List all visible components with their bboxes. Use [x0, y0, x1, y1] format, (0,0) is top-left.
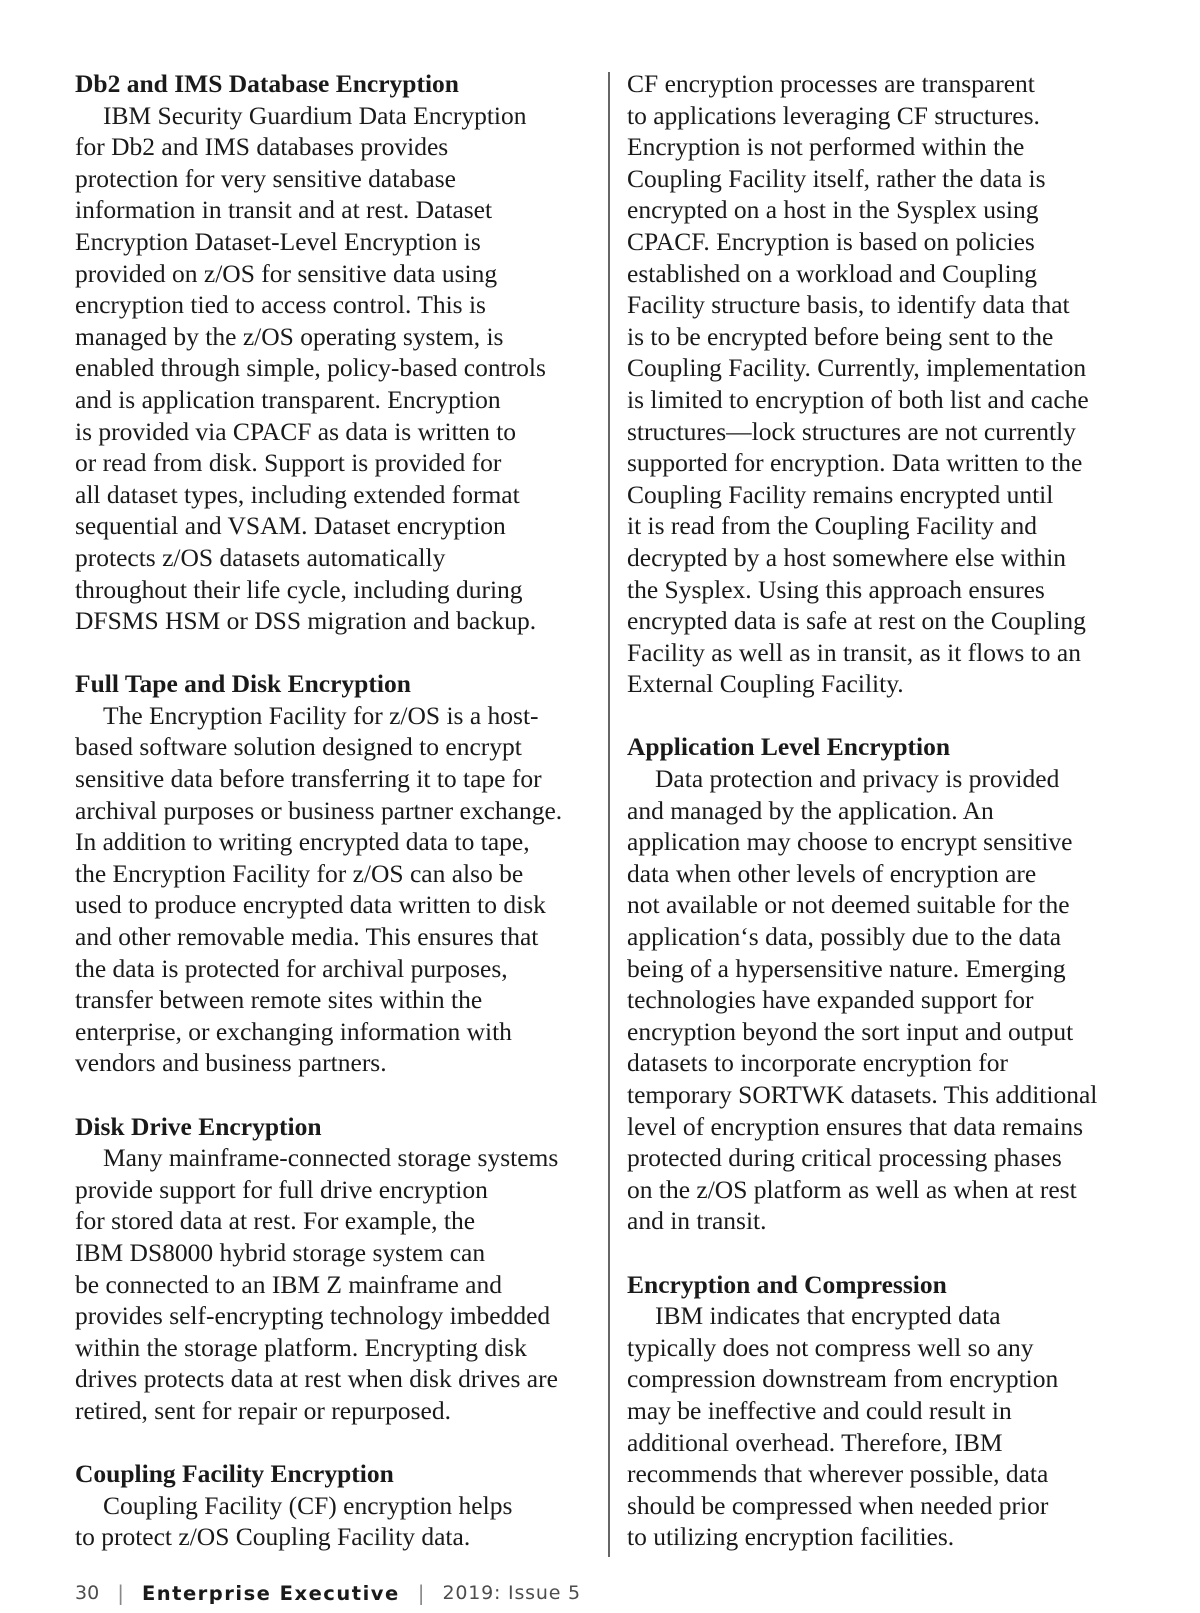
body-line: transfer between remote sites within the — [75, 985, 483, 1015]
body-line: within the storage platform. Encrypting disk — [75, 1332, 527, 1362]
body-line: decrypted by a host somewhere else within — [627, 542, 1067, 572]
body-line: CF encryption processes are transparent — [627, 69, 1035, 98]
body-line: supported for encryption. Data written to the — [627, 448, 1083, 478]
body-line: to applications leveraging CF structures. — [627, 100, 1040, 130]
body-line: enterprise, or exchanging information with — [75, 1016, 512, 1046]
body-line: vendors and business partners. — [75, 1048, 387, 1078]
body-line: The Encryption Facility for z/OS is a host- — [103, 700, 539, 730]
body-line: In addition to writing encrypted data to tape, — [75, 827, 530, 857]
section-encryption-and-compression — [627, 1269, 1147, 1553]
body-line: on the z/OS platform as well as when at rest — [627, 1174, 1077, 1204]
body-line: may be ineffective and could result in — [627, 1395, 1012, 1425]
body-line: the Sysplex. Using this approach ensures — [627, 574, 1045, 604]
coupling-facility-continuation — [627, 68, 1147, 700]
body-line: Encryption Dataset-Level Encryption is — [75, 226, 481, 256]
body-line: information in transit and at rest. Dataset — [75, 195, 493, 225]
body-line: is provided via CPACF as data is written to — [75, 416, 517, 446]
body-line: IBM Security Guardium Data Encryption — [103, 100, 527, 130]
section-heading: Disk Drive Encryption — [75, 1111, 322, 1141]
body-line: based software solution designed to encrypt — [75, 732, 522, 762]
body-line: Data protection and privacy is provided — [655, 764, 1060, 794]
body-line: established on a workload and Coupling — [627, 258, 1038, 288]
body-line: drives protects data at rest when disk drives are — [75, 1364, 558, 1394]
body-line: archival purposes or business partner exchange. — [75, 795, 563, 825]
body-line: sensitive data before transferring it to tape for — [75, 764, 542, 794]
body-line: typically does not compress well so any — [627, 1332, 1034, 1362]
body-line: datasets to incorporate encryption for — [627, 1048, 1008, 1078]
body-line: technologies have expanded support for — [627, 985, 1034, 1015]
body-line: the data is protected for archival purposes, — [75, 953, 508, 983]
body-line: be connected to an IBM Z mainframe and — [75, 1269, 502, 1299]
body-line: encryption beyond the sort input and output — [627, 1016, 1074, 1046]
section-coupling-facility-encryption — [75, 1458, 595, 1553]
body-line: is to be encrypted before being sent to the — [627, 321, 1054, 351]
body-line: all dataset types, including extended format — [75, 479, 520, 509]
right-column — [627, 68, 1147, 1553]
body-line: recommends that wherever possible, data — [627, 1459, 1049, 1489]
body-line: or read from disk. Support is provided for — [75, 448, 502, 478]
body-line: encrypted data is safe at rest on the Coupling — [627, 606, 1086, 636]
body-line: Coupling Facility (CF) encryption helps — [103, 1490, 513, 1520]
body-line: protection for very sensitive database — [75, 163, 456, 193]
body-line: sequential and VSAM. Dataset encryption — [75, 511, 506, 541]
body-line: it is read from the Coupling Facility and — [627, 511, 1038, 541]
body-line: and is application transparent. Encryption — [75, 384, 501, 414]
body-line: additional overhead. Therefore, IBM — [627, 1427, 1003, 1457]
body-line: provide support for full drive encryption — [75, 1174, 488, 1204]
body-line: CPACF. Encryption is based on policies — [627, 226, 1035, 256]
body-line: provided on z/OS for sensitive data using — [75, 258, 498, 288]
body-line: structures—lock structures are not currently — [627, 416, 1076, 446]
body-line: IBM indicates that encrypted data — [655, 1301, 1001, 1331]
body-line: Coupling Facility. Currently, implementation — [627, 353, 1087, 383]
section-heading: Encryption and Compression — [627, 1269, 947, 1299]
page-number: 30 — [75, 1582, 100, 1604]
body-line: Coupling Facility remains encrypted until — [627, 479, 1054, 509]
body-line: DFSMS HSM or DSS migration and backup. — [75, 606, 537, 636]
body-line: protects z/OS datasets automatically — [75, 542, 446, 572]
body-line: the Encryption Facility for z/OS can also be — [75, 858, 524, 888]
body-line: and other removable media. This ensures that — [75, 922, 539, 952]
body-line: Coupling Facility itself, rather the data is — [627, 163, 1046, 193]
body-line: and in transit. — [627, 1206, 767, 1236]
body-line: compression downstream from encryption — [627, 1364, 1059, 1394]
section-full-tape-disk-encryption — [75, 668, 595, 1079]
footer-separator: | — [117, 1581, 124, 1605]
column-divider — [608, 72, 610, 1557]
body-line: Facility as well as in transit, as it flows to an — [627, 637, 1081, 667]
section-application-level-encryption — [627, 731, 1147, 1237]
publication-name: Enterprise Executive — [141, 1581, 400, 1605]
left-column — [75, 68, 595, 1553]
body-line: provides self-encrypting technology imbedded — [75, 1301, 551, 1331]
body-line: level of encryption ensures that data remains — [627, 1111, 1083, 1141]
body-line: enabled through simple, policy-based controls — [75, 353, 546, 383]
body-line: and managed by the application. An — [627, 795, 994, 825]
body-line: External Coupling Facility. — [627, 669, 904, 699]
body-line: IBM DS8000 hybrid storage system can — [75, 1237, 486, 1267]
body-line: for stored data at rest. For example, the — [75, 1206, 476, 1236]
body-line: to protect z/OS Coupling Facility data. — [75, 1522, 471, 1552]
body-line: temporary SORTWK datasets. This additional — [627, 1080, 1098, 1109]
page-footer — [75, 1581, 581, 1605]
body-line: application‘s data, possibly due to the data — [627, 922, 1062, 952]
body-line: managed by the z/OS operating system, is — [75, 321, 504, 351]
body-line: not available or not deemed suitable for the — [627, 890, 1070, 920]
body-line: should be compressed when needed prior — [627, 1490, 1049, 1520]
body-line: is limited to encryption of both list and cache — [627, 384, 1089, 414]
body-line: data when other levels of encryption are — [627, 858, 1037, 888]
body-line: Facility structure basis, to identify data that — [627, 290, 1070, 320]
section-heading: Coupling Facility Encryption — [75, 1459, 394, 1489]
section-db2-ims-encryption — [75, 68, 595, 637]
body-line: Encryption is not performed within the — [627, 132, 1025, 162]
body-line: retired, sent for repair or repurposed. — [75, 1395, 451, 1425]
body-line: to utilizing encryption facilities. — [627, 1522, 955, 1552]
body-line: application may choose to encrypt sensitive — [627, 827, 1073, 857]
body-line: being of a hypersensitive nature. Emerging — [627, 953, 1066, 983]
body-line: encrypted on a host in the Sysplex using — [627, 195, 1039, 225]
body-line: Many mainframe-connected storage systems — [103, 1143, 559, 1173]
body-line: used to produce encrypted data written to disk — [75, 890, 546, 920]
body-line: for Db2 and IMS databases provides — [75, 132, 449, 162]
section-heading: Full Tape and Disk Encryption — [75, 669, 411, 699]
body-line: throughout their life cycle, including during — [75, 574, 523, 604]
section-heading: Db2 and IMS Database Encryption — [75, 69, 459, 98]
body-line: encryption tied to access control. This is — [75, 290, 486, 320]
footer-separator: | — [417, 1581, 425, 1605]
section-disk-drive-encryption — [75, 1111, 595, 1427]
issue-label: 2019: Issue 5 — [442, 1582, 581, 1604]
section-heading: Application Level Encryption — [627, 732, 951, 762]
body-line: protected during critical processing phases — [627, 1143, 1062, 1173]
